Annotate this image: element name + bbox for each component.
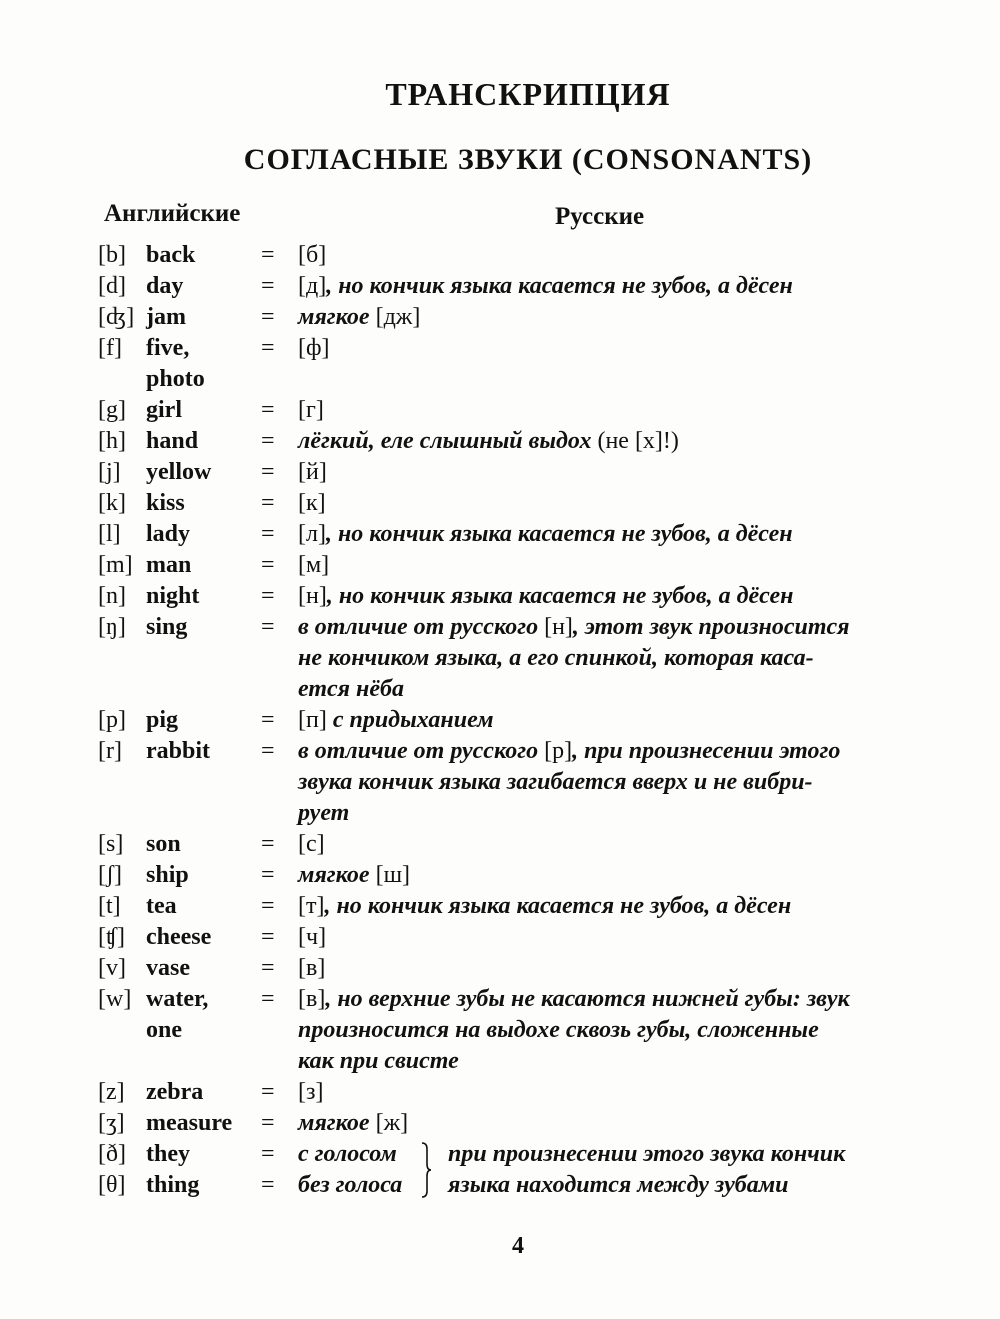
equals-sign: = <box>261 521 275 547</box>
description-italic-text: , но кончик языка касается не зубов, а дёсен <box>324 893 792 919</box>
equals-sign: = <box>261 1172 275 1198</box>
equals-sign: = <box>261 831 275 857</box>
example-word-line: measure <box>146 1110 233 1136</box>
description-text: [п] <box>298 707 333 733</box>
table-row <box>98 302 978 333</box>
transcription-table <box>98 240 978 1201</box>
phonetic-symbol: [f] <box>98 335 122 361</box>
example-word <box>146 519 190 550</box>
table-row <box>98 612 978 705</box>
description-text: [г] <box>298 397 324 423</box>
table-row <box>98 488 978 519</box>
description-text: [н] <box>544 614 573 640</box>
russian-description <box>298 457 978 488</box>
description-line <box>298 426 978 457</box>
phonetic-symbol: [m] <box>98 552 133 578</box>
phonetic-symbol: [ŋ] <box>98 614 126 640</box>
table-row <box>98 519 978 550</box>
example-word <box>146 860 189 891</box>
russian-description <box>298 922 978 953</box>
description-text: (не [х]!) <box>597 428 679 454</box>
table-row <box>98 860 978 891</box>
example-word <box>146 271 183 302</box>
phonetic-symbol: [k] <box>98 490 126 516</box>
description-italic-text: произносится на выдохе сквозь губы, сложенные <box>298 1017 819 1043</box>
description-line <box>298 1015 978 1046</box>
description-italic-text: , но кончик языка касается не зубов, а дёсен <box>326 273 793 299</box>
phonetic-symbol: [g] <box>98 397 126 423</box>
table-row <box>98 240 978 271</box>
table-row <box>98 395 978 426</box>
page-number: 4 <box>512 1233 524 1259</box>
description-line <box>298 643 978 674</box>
example-word-line: night <box>146 583 200 609</box>
example-word <box>146 240 195 271</box>
example-word-line: vase <box>146 955 190 981</box>
description-line <box>298 891 978 922</box>
description-italic-text: в отличие от русского <box>298 738 545 764</box>
example-word-line: zebra <box>146 1079 204 1105</box>
example-word-line: cheese <box>146 924 212 950</box>
example-word <box>146 457 211 488</box>
description-text: [б] <box>298 242 327 268</box>
example-word <box>146 705 178 736</box>
description-line <box>298 550 978 581</box>
description-text: [р] <box>544 738 573 764</box>
description-text: [т] <box>298 893 325 919</box>
table-row <box>98 953 978 984</box>
description-line <box>298 1046 978 1077</box>
russian-description <box>298 1108 978 1139</box>
description-line <box>298 333 978 364</box>
description-line <box>298 271 978 302</box>
description-italic-text: мягкое <box>298 862 376 888</box>
russian-description <box>298 426 978 457</box>
table-row <box>98 984 978 1077</box>
table-row <box>98 705 978 736</box>
description-italic-text: звука кончик языка загибается вверх и не вибри- <box>298 769 813 795</box>
equals-sign: = <box>261 397 275 423</box>
example-word <box>146 984 208 1046</box>
example-word <box>146 736 210 767</box>
description-text: [з] <box>298 1079 324 1105</box>
description-italic-text: не кончиком языка, а его спинкой, которая каса- <box>298 645 814 671</box>
phonetic-symbol: [h] <box>98 428 126 454</box>
example-word <box>146 550 191 581</box>
phonetic-symbol: [ʤ] <box>98 304 135 330</box>
description-line <box>298 612 978 643</box>
description-line <box>298 953 978 984</box>
phonetic-symbol: [v] <box>98 955 126 981</box>
phonetic-symbol: [d] <box>98 273 126 299</box>
example-word: they <box>146 1141 190 1167</box>
description-line <box>298 488 978 519</box>
description-italic-text: как при свисте <box>298 1048 459 1074</box>
table-row <box>98 829 978 860</box>
example-word-line: ship <box>146 862 189 888</box>
equals-sign: = <box>261 242 275 268</box>
example-word-line: man <box>146 552 192 578</box>
example-word <box>146 953 190 984</box>
pair-note-line: языка находится между зубами <box>448 1172 789 1198</box>
description-text: [с] <box>298 831 325 857</box>
description-text: [ф] <box>298 335 330 361</box>
example-word <box>146 829 181 860</box>
equals-sign: = <box>261 614 275 640</box>
equals-sign: = <box>261 1110 275 1136</box>
example-word-line: photo <box>146 366 205 392</box>
description-text: [й] <box>298 459 327 485</box>
equals-sign: = <box>261 459 275 485</box>
russian-description <box>298 581 978 612</box>
description-line <box>298 984 978 1015</box>
example-word-line: kiss <box>146 490 185 516</box>
example-word-line: five, <box>146 335 190 361</box>
equals-sign: = <box>261 490 275 516</box>
equals-sign: = <box>261 1079 275 1105</box>
russian-description <box>298 953 978 984</box>
equals-sign: = <box>261 738 275 764</box>
voice-description: без голоса <box>298 1172 403 1198</box>
equals-sign: = <box>261 552 275 578</box>
table-row <box>98 426 978 457</box>
description-line <box>298 736 978 767</box>
example-word-line: son <box>146 831 181 857</box>
description-italic-text: мягкое <box>298 1110 376 1136</box>
example-word-line: one <box>146 1017 182 1043</box>
description-text: [ш] <box>375 862 411 888</box>
equals-sign: = <box>261 986 275 1012</box>
table-row <box>98 457 978 488</box>
voice-description: с голосом <box>298 1141 397 1167</box>
russian-description <box>298 519 978 550</box>
russian-description <box>298 984 978 1077</box>
phonetic-symbol: [ʃ] <box>98 862 122 888</box>
description-italic-text: , этот звук произносится <box>572 614 850 640</box>
description-line <box>298 860 978 891</box>
description-line <box>298 395 978 426</box>
description-line <box>298 798 978 829</box>
equals-sign: = <box>261 893 275 919</box>
example-word <box>146 488 185 519</box>
example-word-line: lady <box>146 521 191 547</box>
description-italic-text: в отличие от русского <box>298 614 545 640</box>
phonetic-symbol: [w] <box>98 986 132 1012</box>
phonetic-symbol: [r] <box>98 738 122 764</box>
pair-note-line: при произнесении этого звука кончик <box>448 1141 846 1167</box>
phonetic-symbol: [b] <box>98 242 126 268</box>
description-line <box>298 1108 978 1139</box>
equals-sign: = <box>261 335 275 361</box>
page-title: ТРАНСКРИПЦИЯ <box>385 76 671 112</box>
example-word-line: girl <box>146 397 182 423</box>
phonetic-symbol: [p] <box>98 707 126 733</box>
phonetic-symbol: [t] <box>98 893 121 919</box>
phonetic-symbol: [ʒ] <box>98 1110 125 1136</box>
example-word <box>146 302 186 333</box>
example-word-line: sing <box>146 614 188 640</box>
description-line <box>298 240 978 271</box>
example-word-line: hand <box>146 428 199 454</box>
table-row <box>98 271 978 302</box>
russian-description <box>298 395 978 426</box>
equals-sign: = <box>261 428 275 454</box>
description-italic-text: , но кончик языка касается не зубов, а дёсен <box>326 583 794 609</box>
example-word <box>146 333 205 395</box>
example-word <box>146 581 199 612</box>
description-line <box>298 519 978 550</box>
description-italic-text: с придыханием <box>332 707 494 733</box>
table-row <box>98 1108 978 1139</box>
description-line <box>298 767 978 798</box>
equals-sign: = <box>261 273 275 299</box>
description-line <box>298 457 978 488</box>
russian-description <box>298 891 978 922</box>
column-header-english: Английские <box>104 200 241 227</box>
table-row <box>98 581 978 612</box>
russian-description <box>298 612 978 705</box>
table-row <box>98 550 978 581</box>
example-word <box>146 922 211 953</box>
column-header-russian: Русские <box>555 203 645 230</box>
description-line <box>298 829 978 860</box>
phonetic-symbol: [z] <box>98 1079 125 1105</box>
description-line <box>298 705 978 736</box>
phonetic-symbol: [θ] <box>98 1172 126 1198</box>
table-row <box>98 333 978 395</box>
description-text: [ч] <box>298 924 327 950</box>
russian-description <box>298 240 978 271</box>
equals-sign: = <box>261 707 275 733</box>
description-text: [к] <box>298 490 326 516</box>
phonetic-symbol: [ʧ] <box>98 924 126 950</box>
example-word-line: tea <box>146 893 177 919</box>
example-word-line: water, <box>146 986 209 1012</box>
description-italic-text: мягкое <box>298 304 376 330</box>
russian-description <box>298 271 978 302</box>
example-word <box>146 426 198 457</box>
russian-description <box>298 1077 978 1108</box>
description-italic-text: , при произнесении этого <box>572 738 841 764</box>
description-line <box>298 922 978 953</box>
pair-note <box>448 1139 845 1201</box>
description-line <box>298 581 978 612</box>
description-text: [м] <box>298 552 330 578</box>
equals-sign: = <box>261 304 275 330</box>
description-italic-text: лёгкий, еле слышный выдох <box>298 428 598 454</box>
description-italic-text: , но верхние зубы не касаются нижней губы: звук <box>325 986 850 1012</box>
phonetic-symbol: [n] <box>98 583 126 609</box>
russian-description <box>298 705 978 736</box>
russian-description <box>298 829 978 860</box>
equals-sign: = <box>261 1141 275 1167</box>
description-text: [дж] <box>375 304 421 330</box>
example-word-line: yellow <box>146 459 212 485</box>
example-word <box>146 612 187 643</box>
table-row <box>98 1077 978 1108</box>
table-row <box>98 922 978 953</box>
russian-description <box>298 302 978 333</box>
description-italic-text: ется нёба <box>298 676 404 702</box>
example-word-line: jam <box>146 304 186 330</box>
table-row <box>98 736 978 829</box>
example-word-line: day <box>146 273 184 299</box>
description-line <box>298 1077 978 1108</box>
phonetic-symbol: [s] <box>98 831 124 857</box>
equals-sign: = <box>261 583 275 609</box>
phonetic-symbol: [j] <box>98 459 121 485</box>
th-sound-pair <box>98 1139 978 1201</box>
description-text: [в] <box>298 955 326 981</box>
example-word-line: pig <box>146 707 179 733</box>
russian-description <box>298 333 978 395</box>
curly-brace-icon <box>420 1142 432 1198</box>
equals-sign: = <box>261 924 275 950</box>
equals-sign: = <box>261 862 275 888</box>
example-word <box>146 1108 232 1139</box>
description-italic-text: , но кончик языка касается не зубов, а дёсен <box>325 521 793 547</box>
example-word <box>146 1077 203 1108</box>
description-text: [ж] <box>375 1110 409 1136</box>
phonetic-symbol: [l] <box>98 521 121 547</box>
phonetic-symbol: [ð] <box>98 1141 126 1167</box>
description-italic-text: рует <box>298 800 350 826</box>
example-word: thing <box>146 1172 200 1198</box>
description-line <box>298 302 978 333</box>
table-row <box>98 891 978 922</box>
example-word <box>146 891 177 922</box>
description-text: [л] <box>298 521 326 547</box>
description-line <box>298 674 978 705</box>
description-text: [д] <box>298 273 327 299</box>
russian-description <box>298 736 978 829</box>
russian-description <box>298 860 978 891</box>
russian-description <box>298 488 978 519</box>
description-text: [н] <box>298 583 327 609</box>
russian-description <box>298 550 978 581</box>
description-text: [в] <box>298 986 326 1012</box>
example-word-line: rabbit <box>146 738 211 764</box>
equals-sign: = <box>261 955 275 981</box>
section-subtitle: СОГЛАСНЫЕ ЗВУКИ (CONSONANTS) <box>243 143 813 176</box>
example-word-line: back <box>146 242 196 268</box>
example-word <box>146 395 182 426</box>
